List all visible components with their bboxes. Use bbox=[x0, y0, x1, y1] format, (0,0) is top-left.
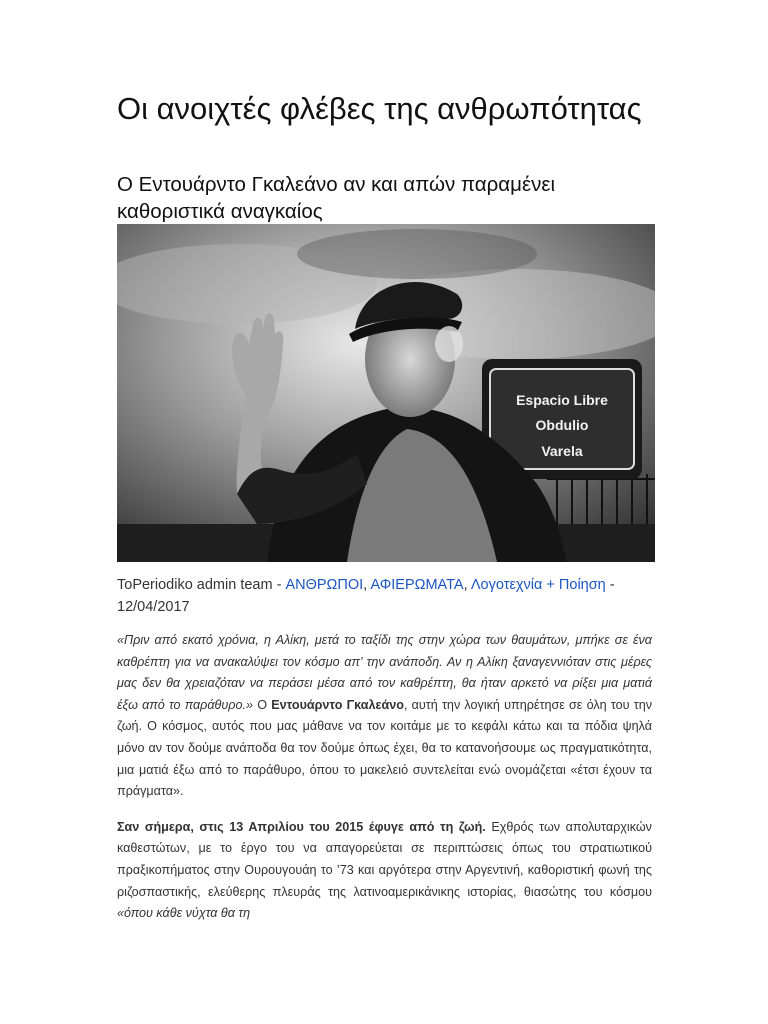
category-link-logotexnia[interactable]: Λογοτεχνία + Ποίηση bbox=[470, 577, 606, 593]
sign-line-1: Espacio Libre bbox=[516, 392, 608, 408]
person-name: Εντουάρντο Γκαλεάνο bbox=[271, 697, 404, 712]
category-link-anthropoi[interactable]: ΑΝΘΡΩΠΟΙ bbox=[285, 577, 364, 593]
paragraph bbox=[117, 630, 652, 803]
paragraph-text: , αυτή την λογική υπηρέτησε σε όλη του την ζωή. Ο κόσμος, αυτός που μας μάθανε να τον κοιτάμε με το κεφάλι κάτω και τα πόδια ψηλά μόνο αν τον δούμε ανάποδα θα τον δούμε όπως έχει, θα το κατανοήσουμε ως πραγματικότητα, μια ματιά έξω από το παράθυρο, όπου το μακελειό συντελείται ενώ ονομάζεται «έτσι έχουν τα πράγματα». bbox=[117, 697, 653, 799]
paragraph-quote: «Πριν από εκατό χρόνια, η Αλίκη, μετά το ταξίδι της στην χώρα των θαυμάτων, μπήκε σε ένα καθρέπτη για να ανακαλύψει τον κόσμο απ’ την ανάποδη. Αν η Αλίκη ξαναγεννιόταν στις μέρες μας δεν θα χρειαζόταν να περάσει μέσα από τον καθρέπτη, θα ήταν αρκετό να ρίξει μια ματιά έξω από το παράθυρο.» bbox=[117, 633, 652, 712]
article-title: Οι ανοιχτές φλέβες της ανθρωπότητας bbox=[117, 91, 642, 126]
meta-comma: , bbox=[463, 577, 471, 593]
sign-line-2: Obdulio bbox=[535, 417, 589, 433]
article-body bbox=[117, 630, 652, 939]
meta-comma: , bbox=[363, 577, 371, 593]
category-link-afieromata[interactable]: ΑΦΙΕΡΩΜΑΤΑ bbox=[370, 577, 464, 593]
meta-separator: - bbox=[605, 577, 615, 593]
sign-line-3: Varela bbox=[541, 443, 583, 459]
meta-separator: - bbox=[272, 577, 286, 593]
paragraph-lead: Σαν σήμερα, στις 13 Απριλίου του 2015 έφυγε από τη ζωή. bbox=[117, 819, 486, 834]
article-subtitle: Ο Εντουάρντο Γκαλεάνο αν και απών παραμένει καθοριστικά αναγκαίος bbox=[117, 173, 556, 223]
article-meta bbox=[117, 574, 652, 618]
article-photo bbox=[117, 224, 655, 562]
paragraph-quote: «όπου κάθε νύχτα θα τη bbox=[117, 906, 251, 921]
paragraph bbox=[117, 817, 652, 925]
paragraph-text: Ο bbox=[253, 697, 272, 712]
publish-date: 12/04/2017 bbox=[117, 599, 190, 615]
author: ToPeriodiko admin team bbox=[117, 577, 273, 593]
paragraph-text: Εχθρός των απολυταρχικών καθεστώτων, με το έργο του να απαγορεύεται σε περιπτώσεις όπως του στρατιωτικού πραξικοπήματος στην Ουρουγουάη το ’73 και αργότερα στην Αργεντινή, καθοριστική φωνή της ριζοσπαστικής, ελεύθερης πλευράς της λατινοαμερικάνικης ιστορίας, θιασώτης του κόσμου bbox=[117, 819, 652, 899]
